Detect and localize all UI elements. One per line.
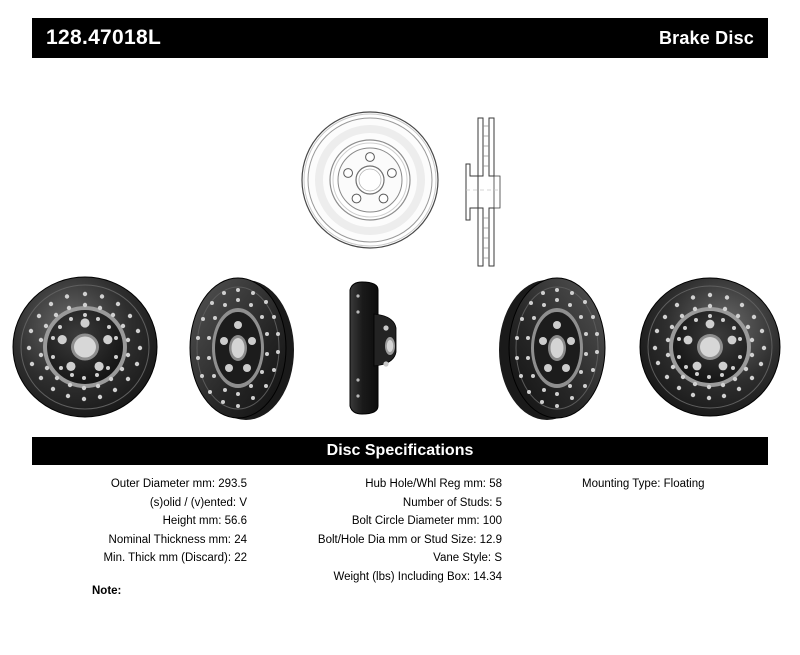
spec-bolt-hole-dia: Bolt/Hole Dia mm or Stud Size: 12.9 <box>317 533 502 546</box>
specs-title: Disc Specifications <box>326 442 474 459</box>
spec-hub-hole: Hub Hole/Whl Reg mm: 58 <box>365 478 502 490</box>
spec-mounting-type: Mounting Type: Floating <box>582 478 705 490</box>
note-label: Note: <box>92 585 122 597</box>
specs-left-column <box>32 475 247 568</box>
spec-solid-vented: (s)olid / (v)ented: V <box>149 496 247 509</box>
part-number: 128.47018L <box>46 26 162 49</box>
brake-disc-drilled-rear-view <box>638 262 788 432</box>
page-title: Brake Disc <box>658 27 754 48</box>
spec-weight: Weight (lbs) Including Box: 14.34 <box>333 570 502 583</box>
spec-vane-style: Vane Style: S <box>433 552 502 564</box>
top-illustration-group <box>290 102 520 262</box>
spec-outer-diameter: Outer Diameter mm: 293.5 <box>110 478 247 490</box>
spec-bolt-circle-diameter: Bolt Circle Diameter mm: 100 <box>351 515 502 527</box>
brake-disc-drilled-front-view <box>10 262 160 432</box>
specs-title-bar <box>32 437 768 465</box>
brake-disc-drilled-rear-angled-view <box>485 262 635 432</box>
spec-min-thickness: Min. Thick mm (Discard): 22 <box>103 552 247 564</box>
brake-disc-cross-section-illustration <box>460 112 520 272</box>
header-bar <box>32 18 768 58</box>
specs-body <box>32 465 768 595</box>
disc-specifications-section <box>32 437 768 595</box>
specs-middle-column <box>262 475 502 586</box>
spec-number-of-studs: Number of Studs: 5 <box>402 496 502 509</box>
spec-nominal-thickness: Nominal Thickness mm: 24 <box>108 533 247 546</box>
brake-disc-edge-profile-view <box>330 262 480 432</box>
illustration-area <box>0 62 800 437</box>
spec-height: Height mm: 56.6 <box>162 515 247 527</box>
specs-right-column <box>552 475 768 494</box>
brake-disc-face-illustration <box>290 102 470 262</box>
bottom-illustration-row <box>10 262 790 432</box>
brake-disc-drilled-angled-view <box>168 262 318 432</box>
